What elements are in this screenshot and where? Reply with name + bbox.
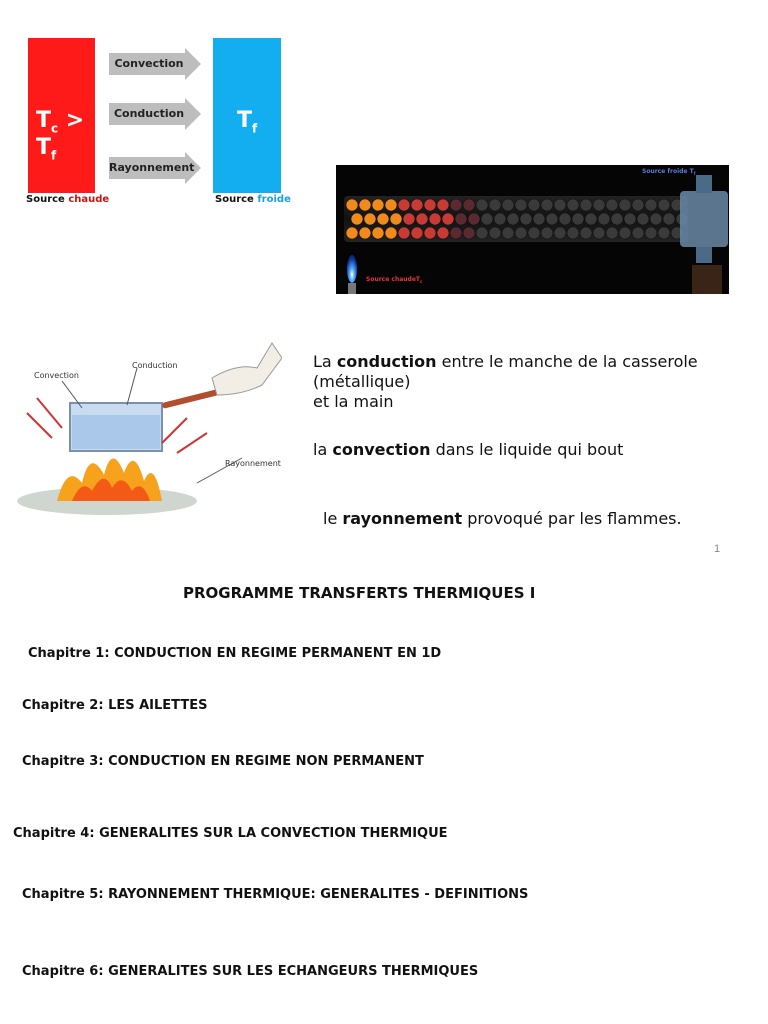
radiation-arrow <box>109 152 201 184</box>
tube-particle <box>476 199 488 211</box>
tube-particle <box>658 199 670 211</box>
tube-particle <box>528 227 540 239</box>
tube-particle <box>437 199 449 211</box>
rayonnement-description: le rayonnement provoqué par les flammes. <box>323 509 682 528</box>
tube-particle <box>554 199 566 211</box>
tube-particle <box>429 213 441 225</box>
chapter-3: Chapitre 3: CONDUCTION EN REGIME NON PERMANENT <box>22 754 424 769</box>
tube-particle <box>546 213 558 225</box>
tube-particle <box>580 199 592 211</box>
hot-source-box <box>28 38 95 193</box>
tube-particle <box>554 227 566 239</box>
chapter-6: Chapitre 6: GENERALITES SUR LES ECHANGEURS THERMIQUES <box>22 964 479 979</box>
tube-particle <box>359 227 371 239</box>
tube-particle <box>632 227 644 239</box>
tube-particle <box>619 199 631 211</box>
tube-particle <box>385 227 397 239</box>
tube-particle <box>645 227 657 239</box>
tube-particle <box>650 213 662 225</box>
tube-particle <box>593 199 605 211</box>
tube-particle <box>515 199 527 211</box>
source-cold-caption: Source froide <box>215 194 291 205</box>
tube-particle <box>450 199 462 211</box>
tube-particle <box>424 227 436 239</box>
tube-particle <box>585 213 597 225</box>
tube-particle <box>520 213 532 225</box>
tube-particle <box>398 199 410 211</box>
conduction-tube-image <box>336 165 729 294</box>
tube-particle <box>372 227 384 239</box>
cold-source-box <box>213 38 281 193</box>
tube-particle <box>463 227 475 239</box>
tube-particle <box>390 213 402 225</box>
convection-arrow <box>109 48 201 80</box>
convection-label: Convection <box>34 371 79 380</box>
pan-heat-transfer-image <box>12 323 282 523</box>
tube-particle <box>398 227 410 239</box>
tube-particle <box>502 199 514 211</box>
tube-particle <box>624 213 636 225</box>
tube-particle <box>658 227 670 239</box>
tube-particle <box>515 227 527 239</box>
tube-particle <box>437 227 449 239</box>
tube-particle <box>377 213 389 225</box>
tube-particle <box>489 199 501 211</box>
tube-particle <box>645 199 657 211</box>
tube-particle <box>598 213 610 225</box>
tube-particle <box>385 199 397 211</box>
arrow-label: Rayonnement <box>109 161 195 174</box>
tube-particle <box>455 213 467 225</box>
tube-particle <box>507 213 519 225</box>
tube-particle <box>346 227 358 239</box>
tube-particle <box>541 199 553 211</box>
chapter-4: Chapitre 4: GENERALITES SUR LA CONVECTION THERMIQUE <box>13 826 448 841</box>
conduction-arrow <box>109 98 201 130</box>
tube-particle <box>572 213 584 225</box>
tube-particle <box>442 213 454 225</box>
chapter-2: Chapitre 2: LES AILETTES <box>22 698 208 713</box>
tube-particle <box>346 199 358 211</box>
tube-particle <box>364 213 376 225</box>
tube-particle <box>403 213 415 225</box>
tube-particle <box>502 227 514 239</box>
chapter-1: Chapitre 1: CONDUCTION EN REGIME PERMANENT EN 1D <box>28 646 442 661</box>
source-hot-caption: Source chaude <box>26 194 110 205</box>
tube-particle <box>606 199 618 211</box>
tube-particle <box>567 199 579 211</box>
tube-particle <box>632 199 644 211</box>
tube-particle <box>424 199 436 211</box>
tube-particle <box>481 213 493 225</box>
tube-particle <box>559 213 571 225</box>
tube-particle <box>411 227 423 239</box>
conduction-label: Conduction <box>132 361 178 370</box>
tube-particle <box>372 199 384 211</box>
tube-particle <box>450 227 462 239</box>
tube-particle <box>580 227 592 239</box>
tube-particle <box>593 227 605 239</box>
hot-temperature-label: $T_c > T_f$ <box>36 108 85 163</box>
source-chaude-label: Source chaudeT$_c$ <box>366 276 423 284</box>
tube-particle <box>411 199 423 211</box>
tube-particle <box>416 213 428 225</box>
page-number: 1 <box>714 543 721 555</box>
tube-particle <box>468 213 480 225</box>
convection-description: la convection dans le liquide qui bout <box>313 440 624 459</box>
tube-particle <box>541 227 553 239</box>
tube-particle <box>611 213 623 225</box>
tube-particle <box>663 213 675 225</box>
chapter-5: Chapitre 5: RAYONNEMENT THERMIQUE: GENERALITES - DEFINITIONS <box>22 887 529 902</box>
tube-particle <box>567 227 579 239</box>
conduction-description: La conduction entre le manche de la casserole (métallique) et la main <box>313 352 698 411</box>
tube-particle <box>351 213 363 225</box>
tube-particle <box>619 227 631 239</box>
source-froide-label: Source froide $T_f$ <box>642 168 696 176</box>
tube-particle <box>463 199 475 211</box>
cold-temperature-label: $T_f$ <box>237 108 258 136</box>
tube-particle <box>359 199 371 211</box>
tube-particle <box>528 199 540 211</box>
tube-particle <box>606 227 618 239</box>
rayonnement-label: Rayonnement <box>225 459 281 468</box>
arrow-label: Conduction <box>113 107 185 120</box>
particle-tube-illustration <box>336 165 729 294</box>
tube-particle <box>533 213 545 225</box>
tube-particle <box>476 227 488 239</box>
arrow-label: Convection <box>114 57 184 70</box>
tube-particle <box>494 213 506 225</box>
tube-particle <box>637 213 649 225</box>
program-title: PROGRAMME TRANSFERTS THERMIQUES I <box>183 584 536 602</box>
tube-particle <box>489 227 501 239</box>
